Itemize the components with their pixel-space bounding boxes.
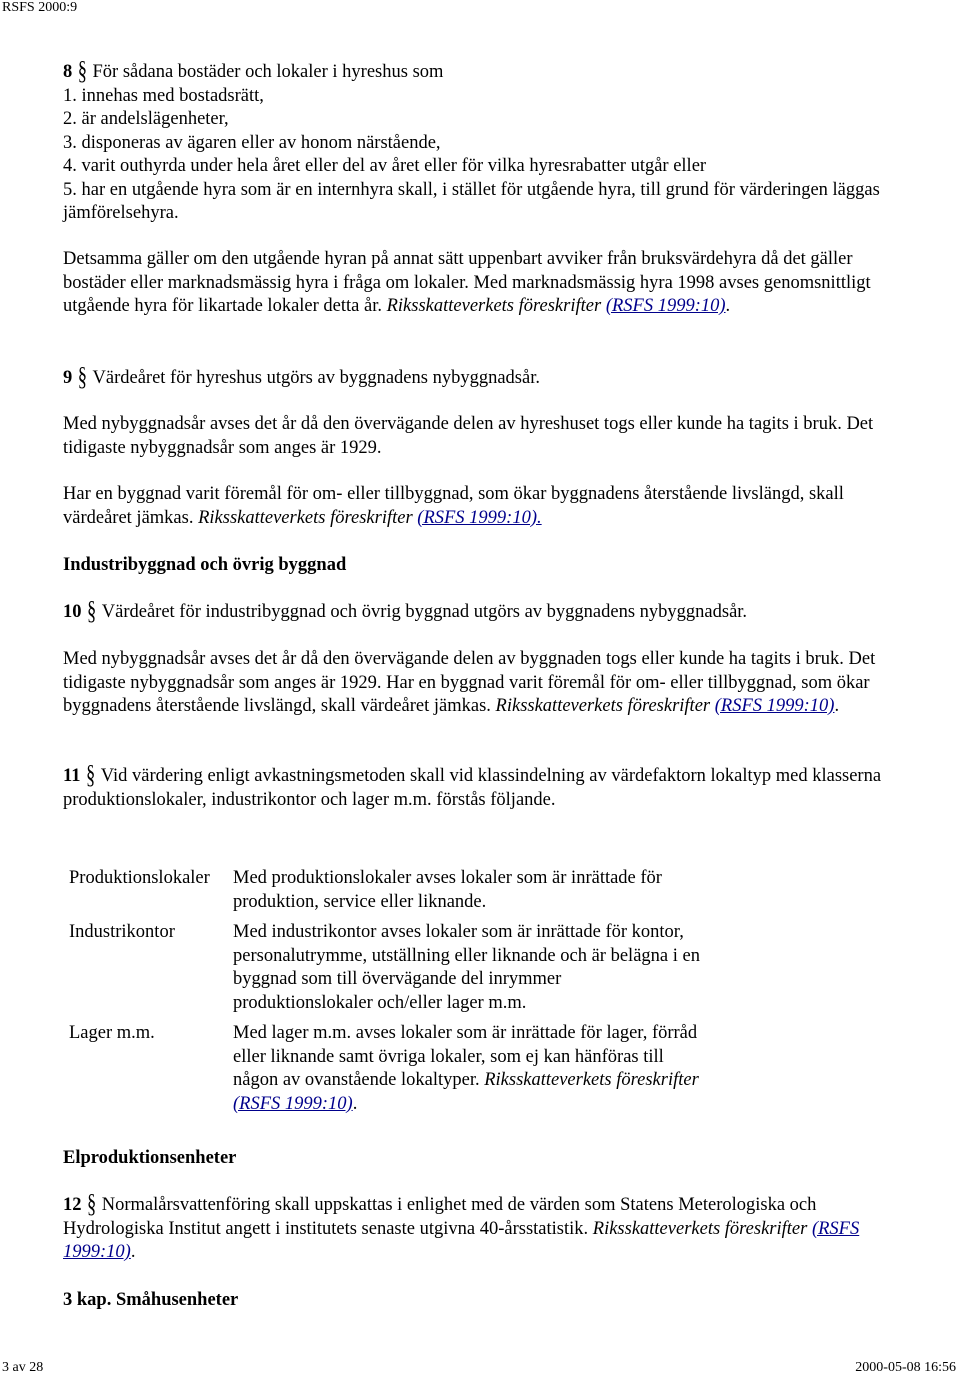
section-11 bbox=[63, 761, 903, 812]
list-item: 4. varit outhyrda under hela året eller del av året eller för vilka hyresrabatter utgår eller bbox=[63, 156, 707, 176]
list-item: 3. disponeras av ägaren eller av honom närstående, bbox=[63, 132, 441, 153]
section-9 bbox=[63, 363, 903, 393]
heading-elproduktionsenheter: Elproduktionsenheter bbox=[63, 1148, 237, 1168]
definitions-table bbox=[69, 867, 709, 1127]
definition-term: Produktionslokaler bbox=[69, 868, 210, 888]
section-12-text: Normalårsvattenföring skall uppskattas i enlighet med de värden som Statens Meterologiska och Hydrologiska Institut angett i institutets senaste utgivna 40-årsstatistik. bbox=[63, 1195, 817, 1239]
section-number: 9 bbox=[63, 368, 73, 388]
section-11-text: Vid värdering enligt avkastningsmetoden skall vid klassindelning av värdefaktorn lokaltyp med klasserna produktionslokaler, industrikontor och lager m.m. förstås följande. bbox=[63, 766, 882, 810]
section-symbol-icon: § bbox=[87, 1190, 97, 1220]
definition-text: Med industrikontor avses lokaler som är inrättade för kontor, personalutrymme, utställning eller liknande och är belägna i en byggnad som till övervägande del inrymmer produktionslokaler och/eller lager m.m. bbox=[233, 922, 700, 1013]
section-8 bbox=[63, 57, 903, 226]
paragraph-text: Detsamma gäller om den utgående hyran på annat sätt uppenbart avviker från bruksvärdehyra då det gäller bostäder eller marknadsmässig hyra i fråga om lokaler. Med marknadsmässig hyra 1998 avses genomsnittligt utgående hyra för likartade lokaler detta år. bbox=[63, 249, 871, 316]
section-8-paragraph-2 bbox=[63, 248, 903, 319]
heading-kapitel-3: 3 kap. Småhusenheter bbox=[63, 1290, 239, 1310]
section-number: 8 bbox=[63, 62, 73, 82]
section-10-text: Värdeåret för industribyggnad och övrig byggnad utgörs av byggnadens nybyggnadsår. bbox=[101, 602, 748, 622]
reference-link[interactable]: (RSFS 1999:10) bbox=[233, 1093, 353, 1114]
section-8-intro-text: För sådana bostäder och lokaler i hyreshus som bbox=[92, 62, 444, 82]
reference-text: Riksskatteverkets föreskrifter bbox=[484, 1070, 699, 1090]
list-item: 1. innehas med bostadsrätt, bbox=[63, 85, 264, 106]
section-10 bbox=[63, 597, 903, 627]
definition-text: Med lager m.m. avses lokaler som är inrättade för lager, förråd eller liknande samt övriga lokaler, som ej kan hänföras till någon av ovanstående lokaltyper. bbox=[233, 1023, 698, 1090]
section-8-intro bbox=[63, 57, 903, 87]
definition-text: Med produktionslokaler avses lokaler som är inrättade för produktion, service eller liknande. bbox=[233, 868, 662, 912]
reference-end: . bbox=[725, 296, 731, 316]
section-symbol-icon: § bbox=[77, 57, 87, 87]
section-number: 10 bbox=[63, 602, 82, 622]
section-number: 12 bbox=[63, 1195, 82, 1215]
definition-cell bbox=[233, 1022, 703, 1116]
page-header-doc-id: RSFS 2000:9 bbox=[2, 0, 78, 15]
list-item: 2. är andelslägenheter, bbox=[63, 109, 229, 129]
section-number: 11 bbox=[63, 766, 81, 786]
reference-end: . bbox=[352, 1093, 358, 1114]
section-symbol-icon: § bbox=[87, 597, 97, 627]
reference-end: . bbox=[130, 1242, 136, 1262]
reference-link[interactable]: (RSFS 1999:10). bbox=[417, 507, 542, 528]
paragraph-text: Har en byggnad varit föremål för om- eller tillbyggnad, som ökar byggnadens återstående livslängd, skall värdeåret jämkas. bbox=[63, 484, 844, 528]
list-item: 5. har en utgående hyra som är en internhyra skall, i stället för utgående hyra, till grund för värderingen läggas jämförelsehyra. bbox=[63, 179, 880, 223]
paragraph-text: Med nybyggnadsår avses det år då den övervägande delen av byggnaden togs eller kunde ha tagits i bruk. Det tidigaste nybyggnadsår som anges är 1929. Har en byggnad varit föremål för om- eller tillbyggnad, som ökar byggnadens återstående livslängd, skall värdeåret jämkas. bbox=[63, 649, 876, 716]
heading-industribyggnad: Industribyggnad och övrig byggnad bbox=[63, 555, 347, 575]
section-10-paragraph-2 bbox=[63, 648, 903, 719]
definition-term: Industrikontor bbox=[69, 922, 175, 942]
print-datetime: 2000-05-08 16:56 bbox=[855, 1360, 956, 1375]
reference-link[interactable]: (RSFS 1999:10) bbox=[714, 696, 835, 716]
section-9-text: Värdeåret för hyreshus utgörs av byggnadens nybyggnadsår. bbox=[92, 368, 540, 388]
reference-link[interactable]: (RSFS 1999:10) bbox=[63, 1218, 860, 1262]
reference-text: Riksskatteverkets föreskrifter bbox=[386, 296, 602, 316]
section-9-paragraph-3 bbox=[63, 483, 903, 530]
reference-end: . bbox=[834, 696, 840, 716]
definition-term: Lager m.m. bbox=[69, 1023, 155, 1043]
reference-text: Riksskatteverkets föreskrifter bbox=[495, 696, 711, 716]
section-12 bbox=[63, 1190, 903, 1265]
section-9-paragraph-2: Med nybyggnadsår avses det år då den övervägande delen av hyreshuset togs eller kunde ha tagits i bruk. Det tidigaste nybyggnadsår som anges är 1929. bbox=[63, 414, 874, 458]
reference-text: Riksskatteverkets föreskrifter bbox=[198, 507, 413, 528]
section-symbol-icon: § bbox=[85, 761, 96, 791]
reference-link[interactable]: (RSFS 1999:10) bbox=[605, 296, 726, 316]
section-symbol-icon: § bbox=[77, 363, 87, 393]
reference-text: Riksskatteverkets föreskrifter bbox=[592, 1218, 808, 1239]
page-number: 3 av 28 bbox=[2, 1360, 44, 1375]
